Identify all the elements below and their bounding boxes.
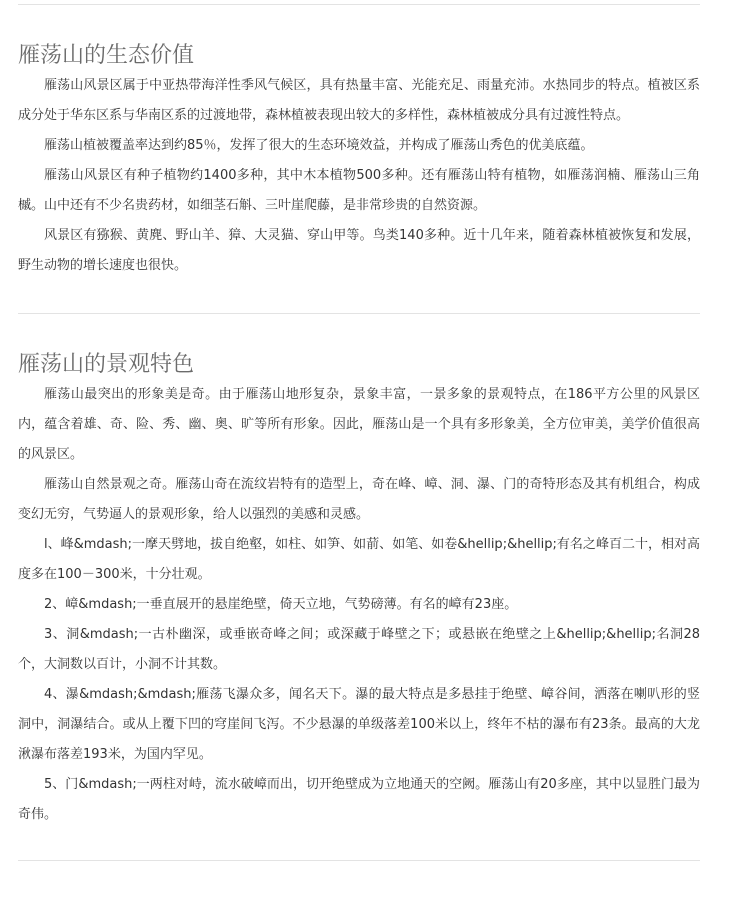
section-title-landscape: 雁荡山的景观特色: [18, 352, 195, 377]
paragraph: 风景区有猕猴、黄麂、野山羊、獐、大灵猫、穿山甲等。鸟类140多种。近十几年来，随着森林植被恢复和发展，野生动物的增长速度也很快。: [18, 228, 700, 273]
top-divider: [18, 4, 700, 5]
article: [18, 0, 700, 861]
paragraph: 3、洞&mdash;一古朴幽深，或垂嵌奇峰之间；或深藏于峰壁之下；或悬嵌在绝壁之上&hellip;&hellip;名洞28个，大洞数以百计，小洞不计其数。: [18, 627, 700, 672]
paragraph: 雁荡山自然景观之奇。雁荡山奇在流纹岩特有的造型上，奇在峰、嶂、洞、瀑、门的奇特形态及其有机组合，构成变幻无穷，气势逼人的景观形象，给人以强烈的美感和灵感。: [18, 477, 700, 522]
paragraph: 雁荡山植被覆盖率达到约85％，发挥了很大的生态环境效益，并构成了雁荡山秀色的优美底蕴。: [44, 138, 594, 153]
paragraph: 2、嶂&mdash;一垂直展开的悬崖绝壁，倚天立地，气势磅薄。有名的嶂有23座。: [44, 597, 518, 612]
paragraph: 雁荡山风景区有种子植物约1400多种，其中木本植物500多种。还有雁荡山特有植物，如雁荡润楠、雁荡山三角槭。山中还有不少名贵药材，如细茎石斛、三叶崖爬藤，是非常珍贵的自然资源。: [18, 168, 700, 213]
section-divider: [18, 313, 700, 314]
paragraph: l、峰&mdash;一摩天劈地，拔自绝壑，如柱、如笋、如葥、如笔、如卷&hellip;&hellip;有名之峰百二十，相对高度多在100－300米，十分壮观。: [18, 537, 700, 582]
section-title-ecology: 雁荡山的生态价值: [18, 43, 195, 68]
paragraph: 雁荡山风景区属于中亚热带海洋性季风气候区，具有热量丰富、光能充足、雨量充沛。水热同步的特点。植被区系成分处于华东区系与华南区系的过渡地带，森林植被表现出较大的多样性，森林植被成分具有过渡性特点。: [18, 78, 700, 123]
paragraph: 雁荡山最突出的形象美是奇。由于雁荡山地形复杂，景象丰富，一景多象的景观特点，在186平方公里的风景区内，蕴含着雄、奇、险、秀、幽、奥、旷等所有形象。因此，雁荡山是一个具有多形象美，全方位审美，美学价值很高的风景区。: [18, 387, 700, 462]
section-body-ecology: [18, 71, 700, 281]
section-body-landscape: [18, 380, 700, 830]
bottom-divider: [18, 860, 700, 861]
paragraph: 5、门&mdash;一两柱对峙，流水破嶂而出，切开绝壁成为立地通天的空阙。雁荡山有20多座，其中以显胜门最为奇伟。: [18, 777, 700, 822]
paragraph: 4、瀑&mdash;&mdash;雁荡飞瀑众多，闻名天下。瀑的最大特点是多悬挂于绝壁、嶂谷间，洒落在喇叭形的竖洞中，洞瀑结合。或从上覆下凹的穹崖间飞泻。不少悬瀑的单级落差100米以上，终年不枯的瀑布有23条。最高的大龙湫瀑布落差193米，为国内罕见。: [18, 687, 700, 762]
